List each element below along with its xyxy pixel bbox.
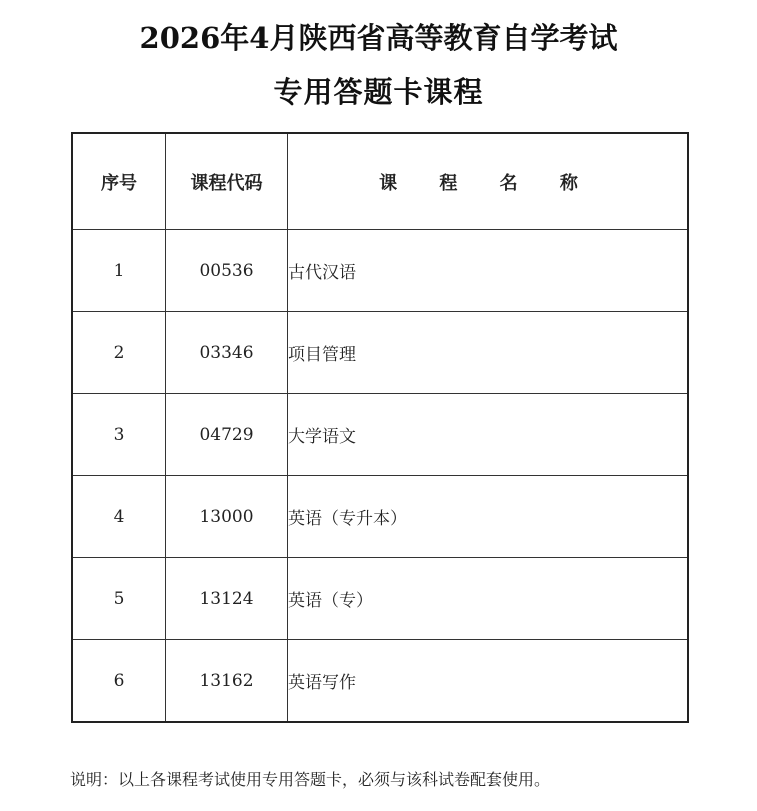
row-course-code: 00536	[166, 230, 288, 312]
row-number: 5	[72, 558, 166, 640]
header-course-code: 课程代码	[166, 133, 288, 230]
row-course-code: 13000	[166, 476, 288, 558]
row-course-code: 03346	[166, 312, 288, 394]
row-course-code: 13124	[166, 558, 288, 640]
table-row	[72, 640, 688, 723]
table-header-row	[72, 133, 688, 230]
row-course-code: 04729	[166, 394, 288, 476]
row-course-name: 古代汉语	[288, 230, 689, 312]
table-row	[72, 558, 688, 640]
header-number: 序号	[72, 133, 166, 230]
document-title: 2026年4月陕西省高等教育自学考试	[139, 21, 618, 55]
row-number: 4	[72, 476, 166, 558]
row-number: 6	[72, 640, 166, 723]
row-course-name: 英语（专升本）	[288, 476, 689, 558]
footnote: 说明：以上各课程考试使用专用答题卡，必须与该科试卷配套使用。	[70, 770, 551, 789]
row-course-name: 项目管理	[288, 312, 689, 394]
header-course-name: 课 程 名 称	[288, 133, 689, 230]
table-row	[72, 394, 688, 476]
table-row	[72, 230, 688, 312]
row-number: 2	[72, 312, 166, 394]
row-course-name: 英语（专）	[288, 558, 689, 640]
table-row	[72, 476, 688, 558]
row-course-name: 英语写作	[288, 640, 689, 723]
table-row	[72, 312, 688, 394]
row-course-code: 13162	[166, 640, 288, 723]
document-subtitle: 专用答题卡课程	[273, 75, 484, 109]
row-number: 1	[72, 230, 166, 312]
course-table	[71, 132, 689, 723]
row-course-name: 大学语文	[288, 394, 689, 476]
row-number: 3	[72, 394, 166, 476]
